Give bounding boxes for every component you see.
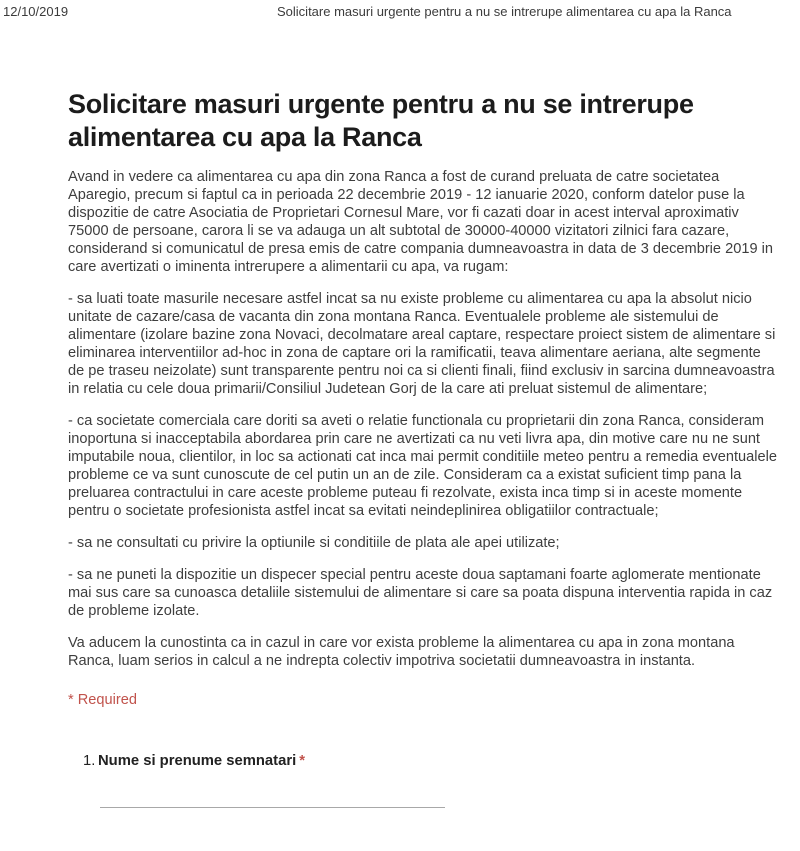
description-paragraph: - ca societate comerciala care doriti sa aveti o relatie functionala cu proprietarii din zona Ranca, consideram inoportuna si inacceptabila abordarea prin care ne avertizati ca nu veti livra apa, din motive care nu ne sunt imputabile noua, clientilor, in loc sa actionati cat inca mai permit conditiile meteo pentru a remedia eventualele probleme ce va sunt cunoscute de cel putin un an de zile. Consideram ca a existat suficient timp pana la preluarea contractului in care aceste probleme puteau fi rezolvate, exista inca timp si in aceste momente pentru o societate profesionista astfel incat sa evitati neindeplinirea obligatiilor contractuale; — [68, 413, 777, 519]
print-header-title: Solicitare masuri urgente pentru a nu se intrerupe alimentarea cu apa la Ranca — [277, 4, 732, 19]
description-paragraph: - sa ne puneti la dispozitie un dispecer special pentru aceste doua saptamani foarte aglomerate mentionate mai sus care sa cunoasca detaliile sistemului de alimentare si care sa poata dispuna interventia rapida in caz de probleme izolate. — [68, 567, 773, 619]
print-header-date: 12/10/2019 — [3, 4, 69, 19]
description-paragraph: - sa luati toate masurile necesare astfel incat sa nu existe probleme cu alimentarea cu apa la absolut nicio unitate de cazare/casa de vacanta din zona montana Ranca. Eventualele probleme ale sistemului de alimentare (izolare bazine zona Novaci, decolmatare areal captare, respectare proiect sistem de alimentare si eliminarea interventiilor ad-hoc in zona de captare ori la ramificatii, teava alimentare aeriana, alte segmente de pe traseu neizolate) sunt transparente pentru noi ca si clienti finali, fiind exclusiv in sarcina dumneavoastra in relatia cu cele doua primarii/Consiliul Judetean Gorj de la care ati preluat sistemul de alimentare; — [68, 291, 776, 397]
answer-input-line[interactable] — [100, 806, 445, 808]
print-header — [0, 3, 800, 23]
required-asterisk: * — [299, 753, 305, 769]
question-label: Nume si prenume semnatari — [98, 753, 297, 769]
form-description — [68, 168, 778, 670]
required-note: * Required — [68, 692, 137, 708]
form-document — [68, 88, 778, 808]
question-block — [68, 752, 778, 808]
question-title — [83, 752, 778, 770]
form-title: Solicitare masuri urgente pentru a nu se intrerupe alimentarea cu apa la Ranca — [68, 89, 694, 152]
question-number: 1. — [83, 753, 96, 769]
description-paragraph: - sa ne consultati cu privire la optiunile si conditiile de plata ale apei utilizate; — [68, 535, 560, 551]
description-paragraph: Avand in vedere ca alimentarea cu apa din zona Ranca a fost de curand preluata de catre societatea Aparegio, precum si faptul ca in perioada 22 decembrie 2019 - 12 ianuarie 2020, conform datelor puse la dispozitie de catre Asociatia de Proprietari Cornesul Mare, vor fi cazati doar in acest interval aproximativ 75000 de persoane, carora li se va adauga un alt subtotal de 30000-40000 vizitatori zilnici fara cazare, considerand si comunicatul de presa emis de catre compania dumneavoastra in data de 3 decembrie 2019 in care avertizati o iminenta intrerupere a alimentarii cu apa, va rugam: — [68, 169, 773, 275]
description-paragraph: Va aducem la cunostinta ca in cazul in care vor exista probleme la alimentarea cu apa in zona montana Ranca, luam serios in calcul a ne indrepta colectiv impotriva societatii dumneavoastra in instanta. — [68, 635, 735, 669]
